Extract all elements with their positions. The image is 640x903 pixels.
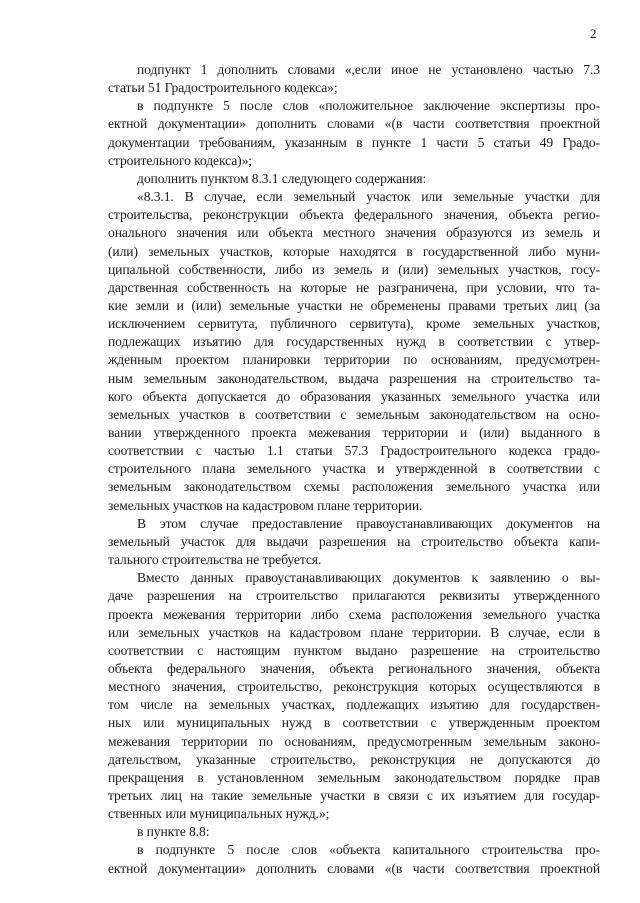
text-line: земельных участков на кадастровом плане территории. (108, 497, 423, 513)
text-line: подлежащих изъятию для государственных нужд в соответствии с утвер- (108, 334, 600, 350)
text-line: в подпункте 5 после слов «положительное заключение экспертизы про- (137, 98, 600, 114)
text-line: В этом случае предоставление правоустанавливающих документов на (137, 515, 600, 531)
text-line: жденным проектом планировки территории по основаниям, предусмотрен- (108, 352, 600, 368)
text-line: ственных или муниципальных нужд.»; (108, 806, 330, 822)
text-line: ектной документации» дополнить словами «(в части соответствия проектной (108, 860, 600, 876)
text-line: том числе на земельных участках, подлежащих изъятию для государствен- (108, 697, 600, 713)
text-line: дарственная собственность на которые не разграничена, при условии, что та- (108, 279, 600, 295)
text-line: даче разрешения на строительство прилагаются реквизиты утвержденного (108, 588, 600, 604)
text-line: вании утвержденного проекта межевания территории и (или) выданного в (108, 425, 600, 440)
text-line: объекта федерального значения, объекта регионального значения, объекта (108, 660, 600, 676)
text-line: ным земельным законодательством, выдача разрешения на строительство та- (108, 370, 600, 386)
text-line: документации требованиям, указанным в пункте 1 части 5 статьи 49 Градо- (108, 134, 600, 150)
text-line: земельных участков в соответствии с земельным законодательством на осно- (108, 406, 600, 422)
text-line: строительного кодекса)»; (108, 152, 252, 168)
text-line: Вместо данных правоустанавливающих документов к заявлению о вы- (137, 570, 600, 586)
text-line: местного значения, строительство, реконструкция которых осуществляются в (108, 679, 600, 695)
text-line: ектной документации» дополнить словами «(в части соответствия проектной (108, 116, 600, 132)
text-line: кого объекта допускается до образования указанных земельного участка или (108, 388, 600, 404)
text-line: строительства, реконструкции объекта федерального значения, объекта регио- (108, 207, 600, 223)
page-number: 2 (590, 26, 597, 41)
text-line: земельный участок для выдачи разрешения на строительство объекта капи- (108, 533, 600, 549)
text-line: межевания территории по основаниям, предусмотренным земельным законо- (108, 733, 600, 749)
text-line: в пункте 8.8: (137, 824, 210, 840)
text-line: онального значения или объекта местного значения образуются из земель и (108, 225, 600, 241)
text-line: подпункт 1 дополнить словами «,если иное не установлено частью 7.3 (137, 62, 600, 77)
text-line: земельным законодательством схемы расположения земельного участка или (108, 479, 600, 495)
text-line: или земельных участков на кадастровом плане территории. В случае, если в (108, 624, 600, 640)
text-line: статьи 51 Градостроительного кодекса»; (108, 80, 338, 96)
text-line: прекращения в установленном земельным законодательством порядке прав (108, 769, 600, 785)
text-line: ных или муниципальных нужд в соответствии с утвержденным проектом (108, 715, 600, 731)
text-line: ципальной собственности, либо из земель и (или) земельных участков, госу- (108, 261, 600, 277)
text-line: соответствии с частью 1.1 статьи 57.3 Градостроительного кодекса градо- (108, 443, 600, 459)
text-line: «8.3.1. В случае, если земельный участок или земельные участки для (137, 189, 600, 205)
text-line: строительного плана земельного участка и утвержденной в соответствии с (108, 461, 600, 477)
text-line: в подпункте 5 после слов «объекта капитального строительства про- (137, 842, 600, 858)
text-line: кие земли и (или) земельные участки не обременены правами третьих лиц (за (108, 297, 600, 313)
text-line: третьих лиц на такие земельные участки в связи с их изъятием для государ- (108, 788, 600, 803)
text-line: дательством, указанные строительство, реконструкция не допускаются до (108, 751, 600, 767)
text-line: исключением сервитута, публичного сервитута), кроме земельных участков, (108, 316, 600, 332)
text-line: соответствии с настоящим пунктом выдано разрешение на строительство (108, 642, 600, 658)
text-line: тального строительства не требуется. (108, 552, 322, 568)
text-line: дополнить пунктом 8.3.1 следующего содержания: (137, 170, 427, 186)
text-line: (или) земельных участков, которые находятся в государственной либо муни- (108, 243, 600, 259)
text-line: проекта межевания территории либо схема расположения земельного участка (108, 606, 600, 622)
